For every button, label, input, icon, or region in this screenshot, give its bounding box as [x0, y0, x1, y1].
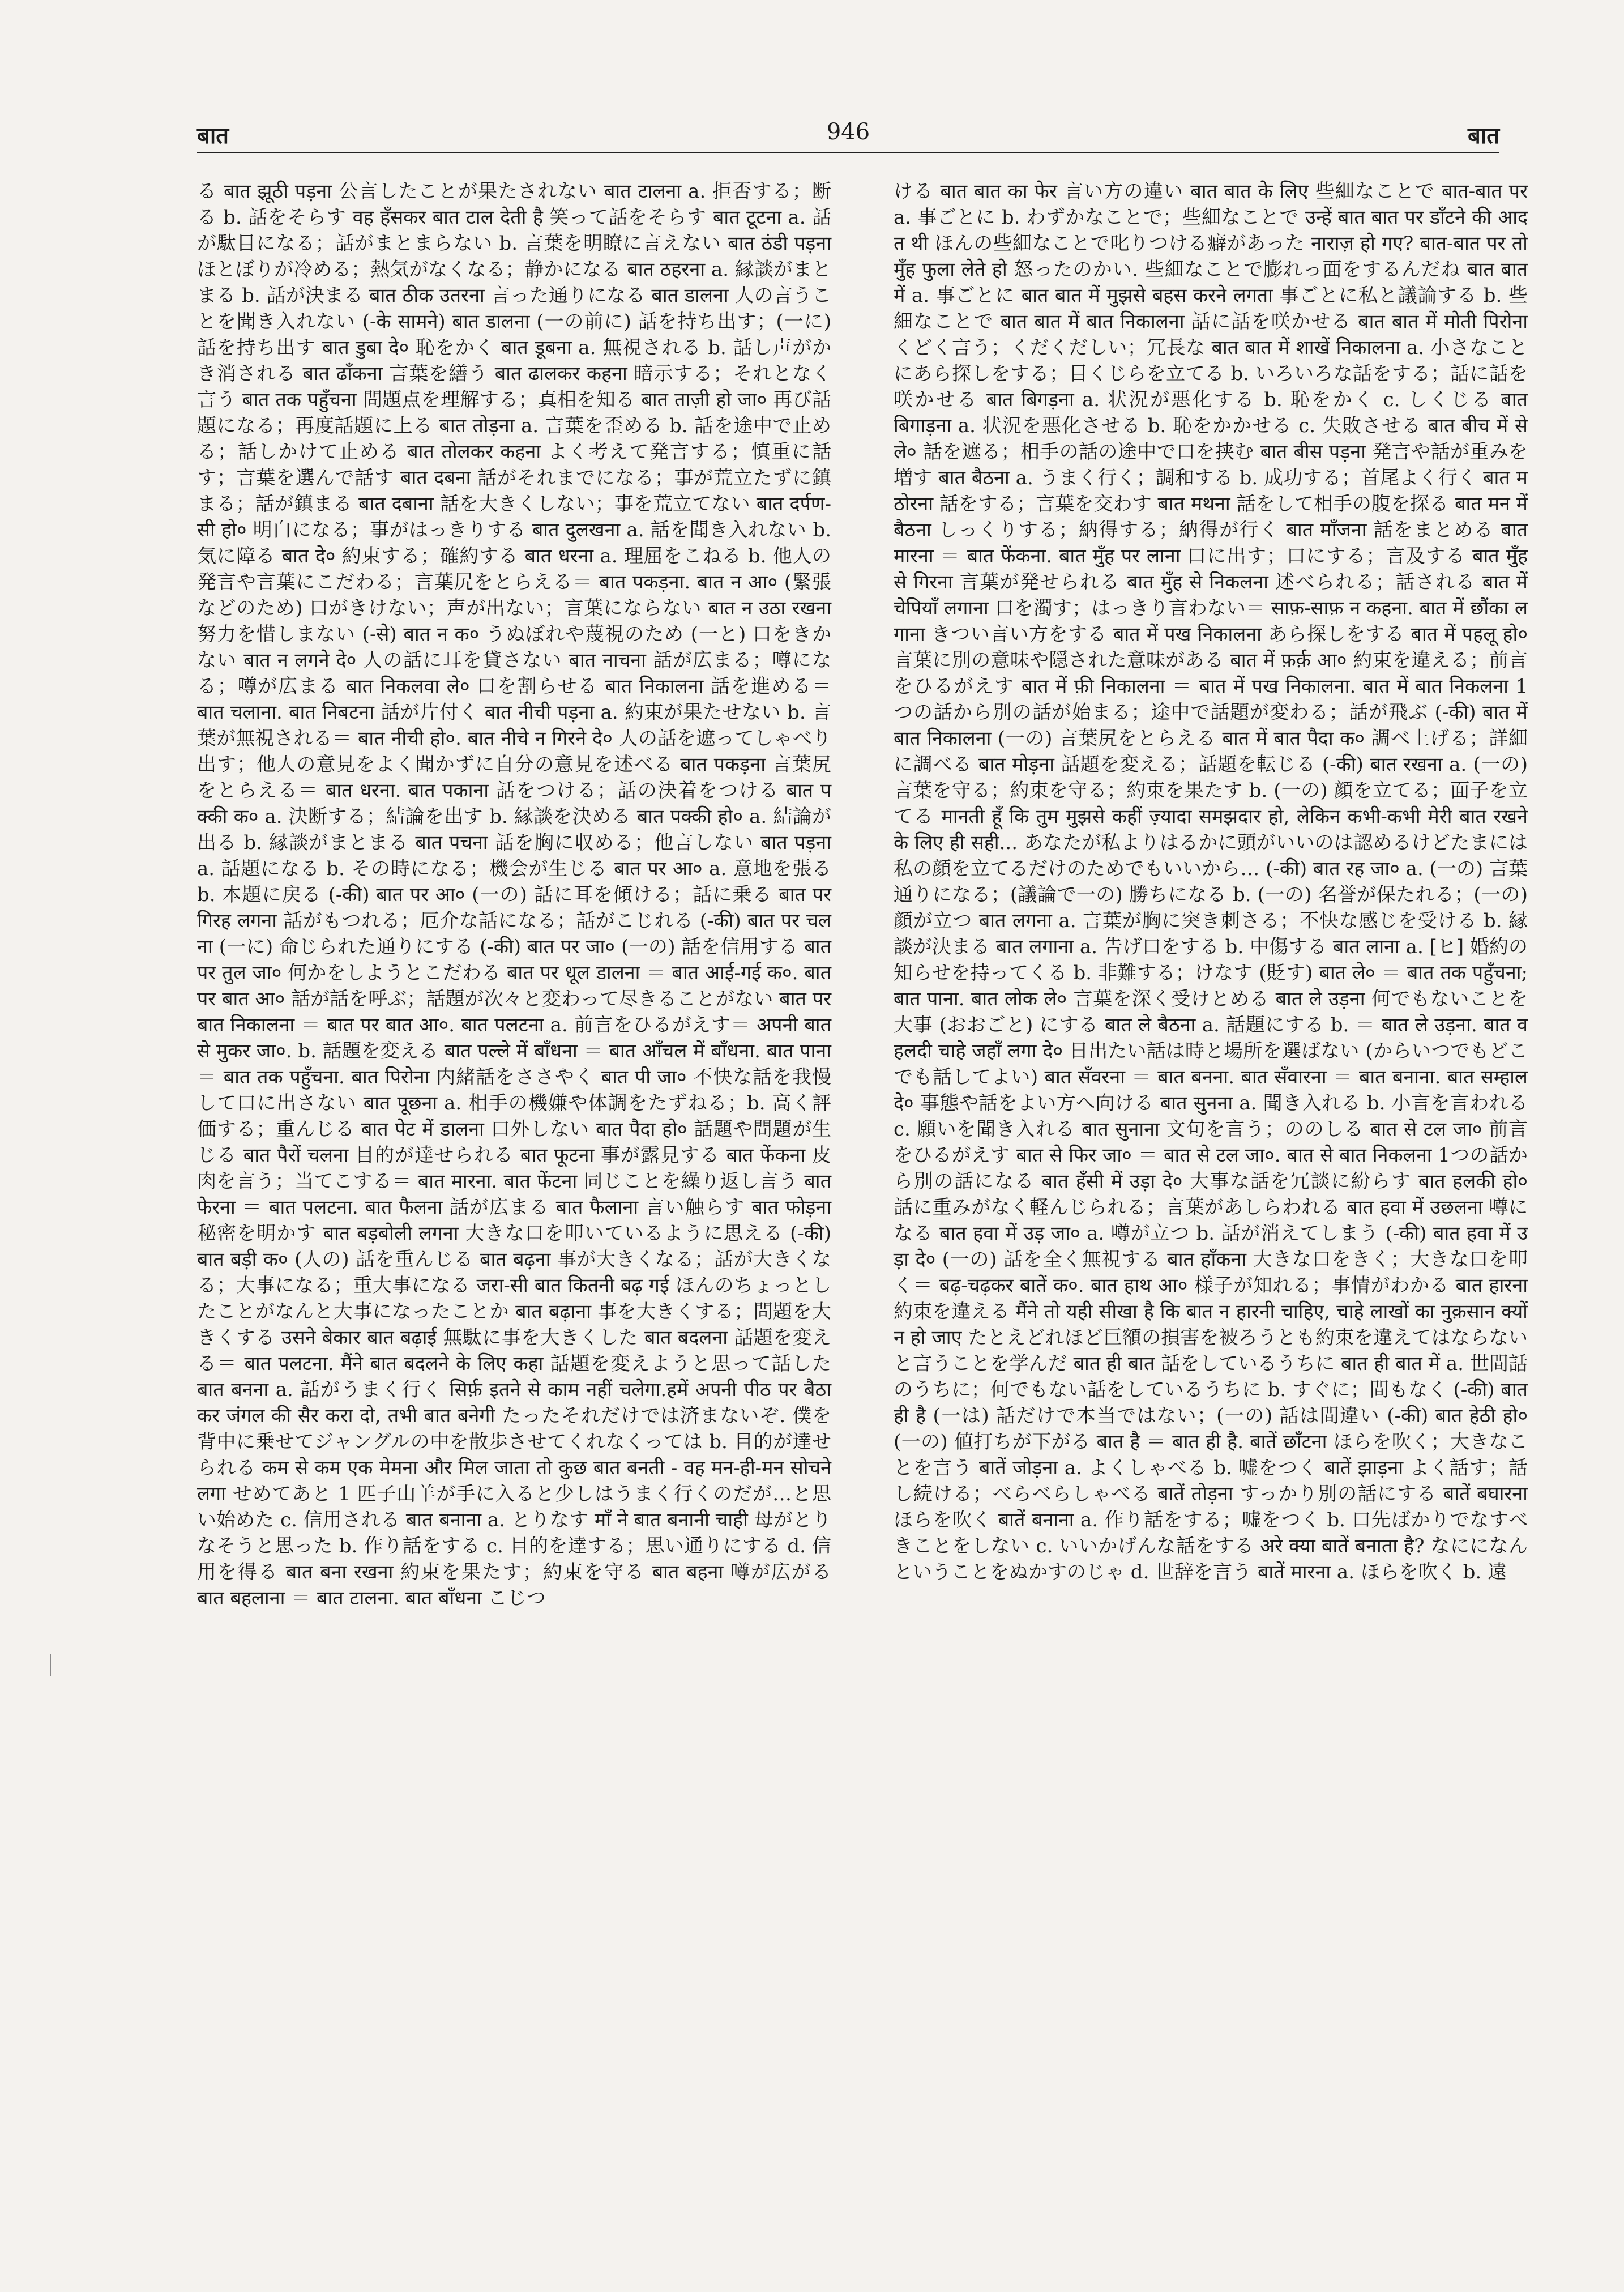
binding-mark: [50, 1654, 51, 1676]
right-column-text: ける बात बात का फेर 言い方の違い बात बात के लिए 些細なことで बात-बात पर a. 事ごとに b. わずかなことで；些細なことで उन्हें बात बात पर डाँटने की आदत थी ほんの些細なことで叱りつける癖があった नाराज़ हो गए? बात-बात पर तो मुँह फुला लेते हो 怒ったのかい. 些細なことで膨れっ面をするんだね बात बात में a. 事ごとに बात बात में मुझसे बहस करने लगता 事ごとに私と議論する b. 些細なことで बात बात में बात निकालना 話に話を咲かせる बात बात में मोती पिरोना くどく言う；くだくだしい；冗長な बात बात में शाखें निकालना a. 小さなことにあら探しをする；目くじらを立てる b. いろいろな話をする；話に話を咲かせる बात बिगड़ना a. 状況が悪化する b. 恥をかく c. しくじる बात बिगाड़ना a. 状況を悪化させる b. 恥をかかせる c. 失敗させる बात बीच में से ले० 話を遮る；相手の話の途中で口を挟む बात बीस पड़ना 発言や話が重みを増す बात बैठना a. うまく行く；調和する b. 成功する；首尾よく行く बात मठोरना 話をする；言葉を交わす बात मथना 話をして相手の腹を探る बात मन में बैठना しっくりする；納得する；納得が行く बात माँजना 話をまとめる बात मारना ＝ बात फेंकना. बात मुँह पर लाना 口に出す；口にする；言及する बात मुँह से गिरना 言葉が発せられる बात मुँह से निकलना 述べられる；話される बात में चेपियाँ लगाना 口を濁す；はっきり言わない＝ साफ़-साफ़ न कहना. बात में छौंका लगाना きつい言い方をする बात में पख निकालना あら探しをする बात में पहलू हो० 言葉に別の意味や隠された意味がある बात में फ़र्क़ आ० 約束を違える；前言をひるがえす बात में फ़ी निकालना ＝ बात में पख निकालना. बात में बात निकलना 1つの話から別の話が始まる；途中で話題が変わる；話が飛ぶ (-की) बात में बात निकालना (一の) 言葉尻をとらえる बात में बात पैदा क० 調べ上げる；詳細に調べる बात मोड़ना 話題を変える；話題を転じる (-की) बात रखना a. (一の) 言葉を守る；約束を守る；約束を果たす b. (一の) 顔を立てる；面子を立てる मानती हूँ कि तुम मुझसे कहीं ज़्यादा समझदार हो, लेकिन कभी-कभी मेरी बात रखने के लिए ही सही... あなたが私よりはるかに頭がいいのは認めるけどたまには私の顔を立てるだけのためでもいいから… (-की) बात रह जा० a. (一の) 言葉通りになる；(議論で一の) 勝ちになる b. (一の) 名誉が保たれる；(一の) 顔が立つ बात लगना a. 言葉が胸に突き刺さる；不快な感じを受ける b. 縁談が決まる बात लगाना a. 告げ口をする b. 中傷する बात लाना a. [ヒ] 婚約の知らせを持ってくる b. 非難する；けなす (貶す) बात ले० ＝ बात तक पहुँचना; बात पाना. बात लोक ले० 言葉を深く受けとめる बात ले उड़ना 何でもないことを大事 (おおごと) にする बात ले बैठना a. 話題にする b. ＝ बात ले उड़ना. बात व हलदी चाहे जहाँ लगा दे० 日出たい話は時と場所を選ばない (からいつでもどこでも話してよい) बात सँवरना ＝ बात बनना. बात सँवारना ＝ बात बनाना. बात सम्हाल दे० 事態や話をよい方へ向ける बात सुनना a. 聞き入れる b. 小言を言われる c. 願いを聞き入れる बात सुनाना 文句を言う；ののしる बात से टल जा० 前言をひるがえす बात से फिर जा० ＝ बात से टल जा०. बात से बात निकलना 1つの話から別の話になる बात हँसी में उड़ा दे० 大事な話を冗談に紛らす बात हलकी हो० 話に重みがなく軽んじられる；言葉があしらわれる बात हवा में उछलना 噂になる बात हवा में उड़ जा० a. 噂が立つ b. 話が消えてしまう (-की) बात हवा में उड़ा दे० (一の) 話を全く無視する बात हाँकना 大きな口をきく；大きな口を叩く＝ बढ़-चढ़कर बातें क०. बात हाथ आ० 様子が知れる；事情がわかる बात हारना 約束を違える मैंने तो यही सीखा है कि बात न हारनी चाहिए, चाहे लाखों का नुक़सान क्यों न हो जाए たとえどれほど巨額の損害を被ろうとも約束を違えてはならないと言うことを学んだ बात ही बात 話をしているうちに बात ही बात में a. 世間話のうちに；何でもない話をしているうちに b. すぐに；間もなく (-की) बात ही है (一は) 話だけで本当ではない；(一の) 話は間違い (-की) बात हेठी हो० (一の) 値打ちが下がる बात है ＝ बात ही है. बातें छाँटना ほらを吹く；大きなことを言う बातें जोड़ना a. よくしゃべる b. 嘘をつく बातें झाड़ना よく話す；話し続ける；べらべらしゃべる बातें तोड़ना すっかり別の話にする बातें बघारना ほらを吹く बातें बनाना a. 作り話をする；嘘をつく b. 口先ばかりでなすべきことをしない c. いいかげんな話をする अरे क्या बातें बनाता है? なにになんということをぬかすのじゃ d. 世辞を言う बातें मारना a. ほらを吹く b. 遠: [894, 180, 1528, 1584]
running-headword-right: बात: [1468, 122, 1499, 149]
left-column: [197, 178, 831, 1614]
left-column-text: る बात झूठी पड़ना 公言したことが果たされない बात टालना a. 拒否する；断る b. 話をそらす वह हँसकर बात टाल देती है 笑って話をそらす बात टूटना a. 話が駄目になる；話がまとまらない b. 言葉を明瞭に言えない बात ठंडी पड़ना ほとぼりが冷める；熱気がなくなる；静かになる बात ठहरना a. 縁談がまとまる b. 話が決まる बात ठीक उतरना 言った通りになる बात डालना 人の言うことを聞き入れない (-के सामने) बात डालना (一の前に) 話を持ち出す；(一に) 話を持ち出す बात डुबा दे० 恥をかく बात डूबना a. 無視される b. 話し声がかき消される बात ढाँकना 言葉を繕う बात ढालकर कहना 暗示する；それとなく言う बात तक पहुँचना 問題点を理解する；真相を知る बात ताज़ी हो जा० 再び話題になる；再度話題に上る बात तोड़ना a. 言葉を歪める b. 話を途中で止める；話しかけて止める बात तोलकर कहना よく考えて発言する；慎重に話す；言葉を選んで話す बात दबना 話がそれまでになる；事が荒立たずに鎮まる；話が鎮まる बात दबाना 話を大きくしない；事を荒立てない बात दर्पण-सी हो० 明白になる；事がはっきりする बात दुलखना a. 話を聞き入れない b. 気に障る बात दे० 約束する；確約する बात धरना a. 理屈をこねる b. 他人の発言や言葉にこだわる；言葉尻をとらえる＝ बात पकड़ना. बात न आ० (緊張などのため) 口がきけない；声が出ない；言葉にならない बात न उठा रखना 努力を惜しまない (-से) बात न क० うぬぼれや蔑視のため (一と) 口をきかない बात न लगने दे० 人の話に耳を貸さない बात नाचना 話が広まる；噂になる；噂が広まる बात निकलवा ले० 口を割らせる बात निकालना 話を進める＝ बात चलाना. बात निबटना 話が片付く बात नीची पड़ना a. 約束が果たせない b. 言葉が無視される＝ बात नीची हो०. बात नीचे न गिरने दे० 人の話を遮ってしゃべり出す；他人の意見をよく聞かずに自分の意見を述べる बात पकड़ना 言葉尻をとらえる＝ बात धरना. बात पकाना 話をつける；話の決着をつける बात पक्की क० a. 決断する；結論を出す b. 縁談を決める बात पक्की हो० a. 結論が出る b. 縁談がまとまる बात पचना 話を胸に収める；他言しない बात पड़ना a. 話題になる b. その時になる；機会が生じる बात पर आ० a. 意地を張る b. 本題に戻る (-की) बात पर आ० (一の) 話に耳を傾ける；話に乗る बात पर गिरह लगना 話がもつれる；厄介な話になる；話がこじれる (-की) बात पर चलना (一に) 命じられた通りにする (-की) बात पर जा० (一の) 話を信用する बात पर तुल जा० 何かをしようとこだわる बात पर धूल डालना ＝ बात आई-गई क०. बात पर बात आ० 話が話を呼ぶ；話題が次々と変わって尽きることがない बात पर बात निकालना ＝ बात पर बात आ०. बात पलटना a. 前言をひるがえす＝ अपनी बात से मुकर जा०. b. 話題を変える बात पल्ले में बाँधना ＝ बात आँचल में बाँधना. बात पाना ＝ बात तक पहुँचना. बात पिरोना 内緒話をささやく बात पी जा० 不快な話を我慢して口に出さない बात पूछना a. 相手の機嫌や体調をたずねる；b. 高く評価する；重んじる बात पेट में डालना 口外しない बात पैदा हो० 話題や問題が生じる बात पैरों चलना 目的が達せられる बात फूटना 事が露見する बात फेंकना 皮肉を言う；当てこする＝ बात मारना. बात फेंटना 同じことを繰り返し言う बात फेरना ＝ बात पलटना. बात फैलना 話が広まる बात फैलाना 言い触らす बात फोड़ना 秘密を明かす बात बड़बोली लगना 大きな口を叩いているように思える (-की) बात बड़ी क० (人の) 話を重んじる बात बढ़ना 事が大きくなる；話が大きくなる；大事になる；重大事になる जरा-सी बात कितनी बढ़ गई ほんのちょっとしたことがなんと大事になったことか बात बढ़ाना 事を大きくする；問題を大きくする उसने बेकार बात बढ़ाई 無駄に事を大きくした बात बदलना 話題を変える＝ बात पलटना. मैंने बात बदलने के लिए कहा 話題を変えようと思って話した बात बनना a. 話がうまく行く सिर्फ़ इतने से काम नहीं चलेगा.हमें अपनी पीठ पर बैठा कर जंगल की सैर करा दो, तभी बात बनेगी たったそれだけでは済まないぞ. 僕を背中に乗せてジャングルの中を散歩させてくれなくっては b. 目的が達せられる कम से कम एक मेमना और मिल जाता तो कुछ बात बनती - वह मन-ही-मन सोचने लगा せめてあと 1 匹子山羊が手に入ると少しはうまく行くのだが…と思い始めた c. 信用される बात बनाना a. とりなす माँ ने बात बनानी चाही 母がとりなそうと思った b. 作り話をする c. 目的を達する；思い通りにする d. 信用を得る बात बना रखना 約束を果たす；約束を守る बात बहना 噂が広がる बात बहलाना ＝ बात टालना. बात बाँधना こじつ: [197, 180, 831, 1610]
right-column: [894, 178, 1528, 1587]
page-number: 946: [826, 119, 870, 145]
running-headword-left: बात: [197, 122, 229, 149]
header-rule: [197, 152, 1499, 153]
